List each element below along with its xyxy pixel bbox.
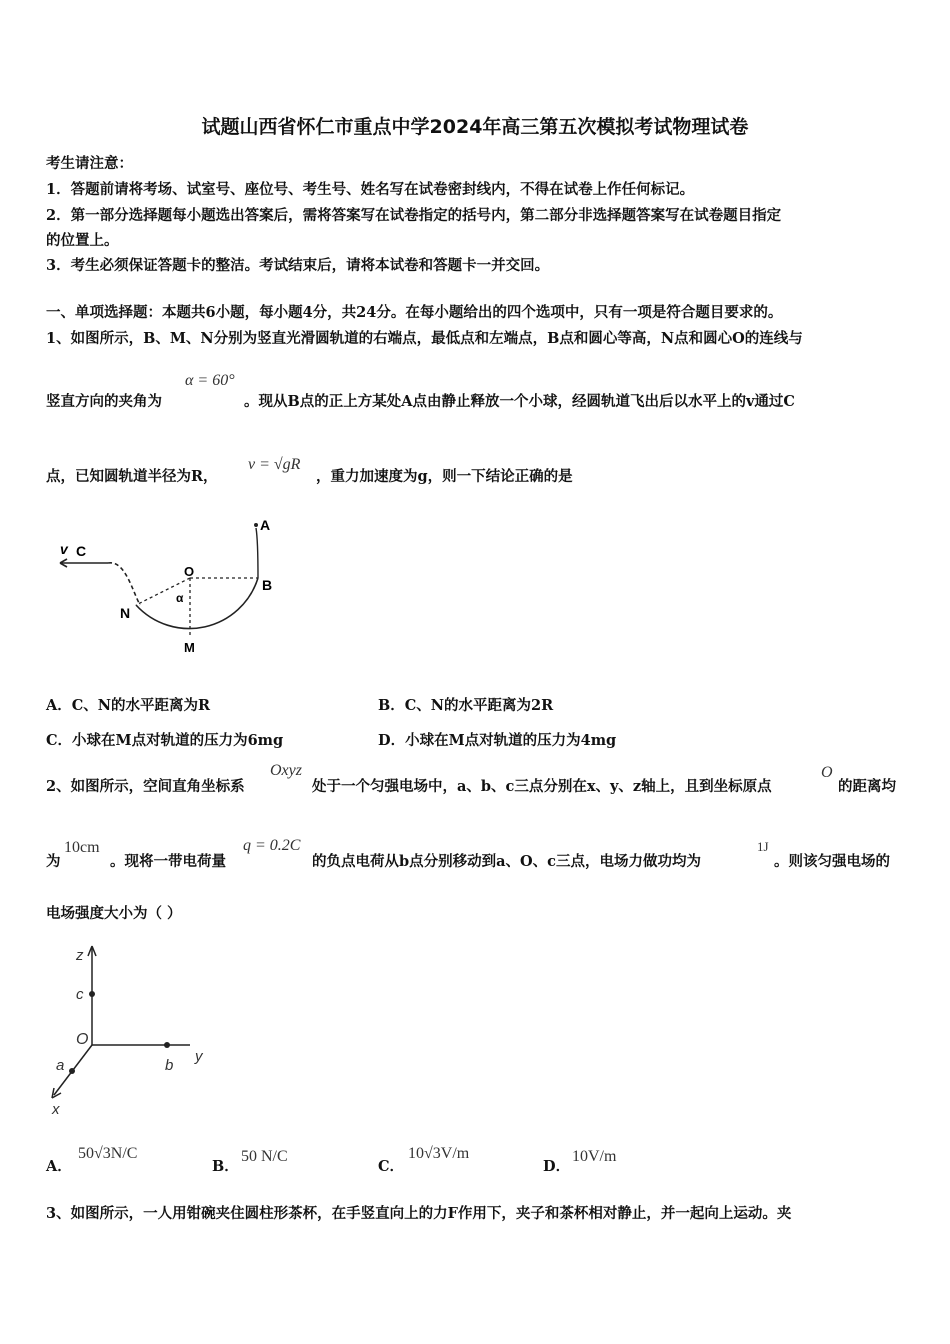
q1-alpha-formula: α = 60° [185, 372, 235, 389]
q2-origin-symbol: O [821, 764, 833, 781]
q2-distance: 10cm [64, 839, 100, 856]
label-A: A [260, 517, 271, 533]
q1-line-2b: 。现从B点的正上方某处A点由静止释放一个小球，经圆轨道飞出后以水平上的v通过C [244, 393, 795, 410]
origin-label: O [76, 1031, 89, 1048]
notice-line-2: 2．第一部分选择题每小题选出答案后，需将答案写在试卷指定的括号内，第二部分非选择题答案写在试卷题目指定 [46, 207, 782, 224]
q2-option-d-value[interactable]: 10V/m [572, 1148, 617, 1165]
q1-option-c[interactable]: C．小球在M点对轨道的压力为6mg [46, 732, 284, 749]
axis-label-y: y [195, 1048, 203, 1065]
q2-line-2b: 。现将一带电荷量 [110, 853, 226, 870]
q2-line-2d: 。则该匀强电场的 [774, 853, 890, 870]
q2-charge: q = 0.2C [243, 837, 301, 854]
notice-line-3: 3．考生必须保证答题卡的整洁。考试结束后，请将本试卷和答题卡一并交回。 [46, 257, 550, 274]
q2-line-2c: 的负点电荷从b点分别移动到a、O、c三点，电场力做功均为 [312, 853, 701, 870]
q2-line-3: 电场强度大小为（ ） [46, 905, 182, 922]
q2-axes-figure [40, 940, 220, 1120]
label-N: N [120, 605, 131, 621]
q2-option-b-value[interactable]: 50 N/C [241, 1148, 288, 1165]
label-alpha: α [176, 591, 184, 605]
q1-velocity-formula: v = √gR [248, 456, 301, 473]
q2-option-d-letter[interactable]: D． [543, 1158, 571, 1175]
q2-option-a-value[interactable]: 50√3N/C [78, 1145, 138, 1162]
q1-track-figure [50, 510, 290, 660]
q1-line-3a: 点，已知圆轨道半径为R， [46, 468, 218, 485]
page-title: 试题山西省怀仁市重点中学2024年高三第五次模拟考试物理试卷 [201, 116, 749, 138]
point-label-c: c [76, 986, 84, 1003]
point-a-marker [254, 523, 258, 527]
point-label-a: a [56, 1057, 65, 1074]
q2-option-b-letter[interactable]: B． [212, 1158, 239, 1175]
q2-line-1a: 2、如图所示，空间直角坐标系 [46, 778, 245, 795]
notice-line-1: 1．答题前请将考场、试室号、座位号、考生号、姓名写在试卷密封线内，不得在试卷上作任何标记。 [46, 181, 695, 198]
q3-line-1: 3、如图所示，一人用钳碗夹住圆柱形茶杯，在手竖直向上的力F作用下，夹子和茶杯相对静止，并一起向上运动。夹 [46, 1205, 792, 1222]
q1-option-d[interactable]: D．小球在M点对轨道的压力为4mg [378, 732, 617, 749]
section-heading: 一、单项选择题：本题共6小题，每小题4分，共24分。在每小题给出的四个选项中，只有一项是符合题目要求的。 [46, 304, 783, 321]
axis-label-x: x [52, 1101, 60, 1118]
q2-line-1b: 处于一个匀强电场中，a、b、c三点分别在x、y、z轴上，且到坐标原点 [312, 778, 772, 795]
q2-option-a-letter[interactable]: A． [46, 1158, 72, 1175]
q2-option-c-value[interactable]: 10√3V/m [408, 1145, 470, 1162]
label-M: M [184, 640, 195, 655]
q2-line-1c: 的距离均 [838, 778, 896, 795]
q1-line-3b: ，重力加速度为g，则一下结论正确的是 [316, 468, 573, 485]
q1-line-2a: 竖直方向的夹角为 [46, 393, 162, 410]
q2-option-c-letter[interactable]: C． [378, 1158, 405, 1175]
point-b-marker [164, 1042, 170, 1048]
q1-option-a[interactable]: A．C、N的水平距离为R [46, 697, 211, 714]
label-O: O [184, 564, 195, 579]
point-label-b: b [165, 1057, 174, 1074]
q2-oxyz: Oxyz [270, 762, 302, 779]
axis-label-z: z [76, 947, 84, 964]
q2-line-2a: 为 [46, 853, 61, 870]
q1-option-b[interactable]: B．C、N的水平距离为2R [378, 697, 554, 714]
q2-work: 1J [757, 839, 769, 854]
label-B: B [262, 577, 273, 593]
point-c-marker [89, 991, 95, 997]
label-C: C [76, 543, 87, 559]
q1-line-1: 1、如图所示，B、M、N分别为竖直光滑圆轨道的右端点，最低点和左端点，B点和圆心等高，N点和圆心O的连线与 [46, 330, 803, 347]
point-a-marker-2 [69, 1068, 75, 1074]
notice-heading: 考生请注意： [46, 155, 133, 172]
label-v: v [60, 541, 68, 557]
notice-line-2-cont: 的位置上。 [46, 232, 119, 249]
